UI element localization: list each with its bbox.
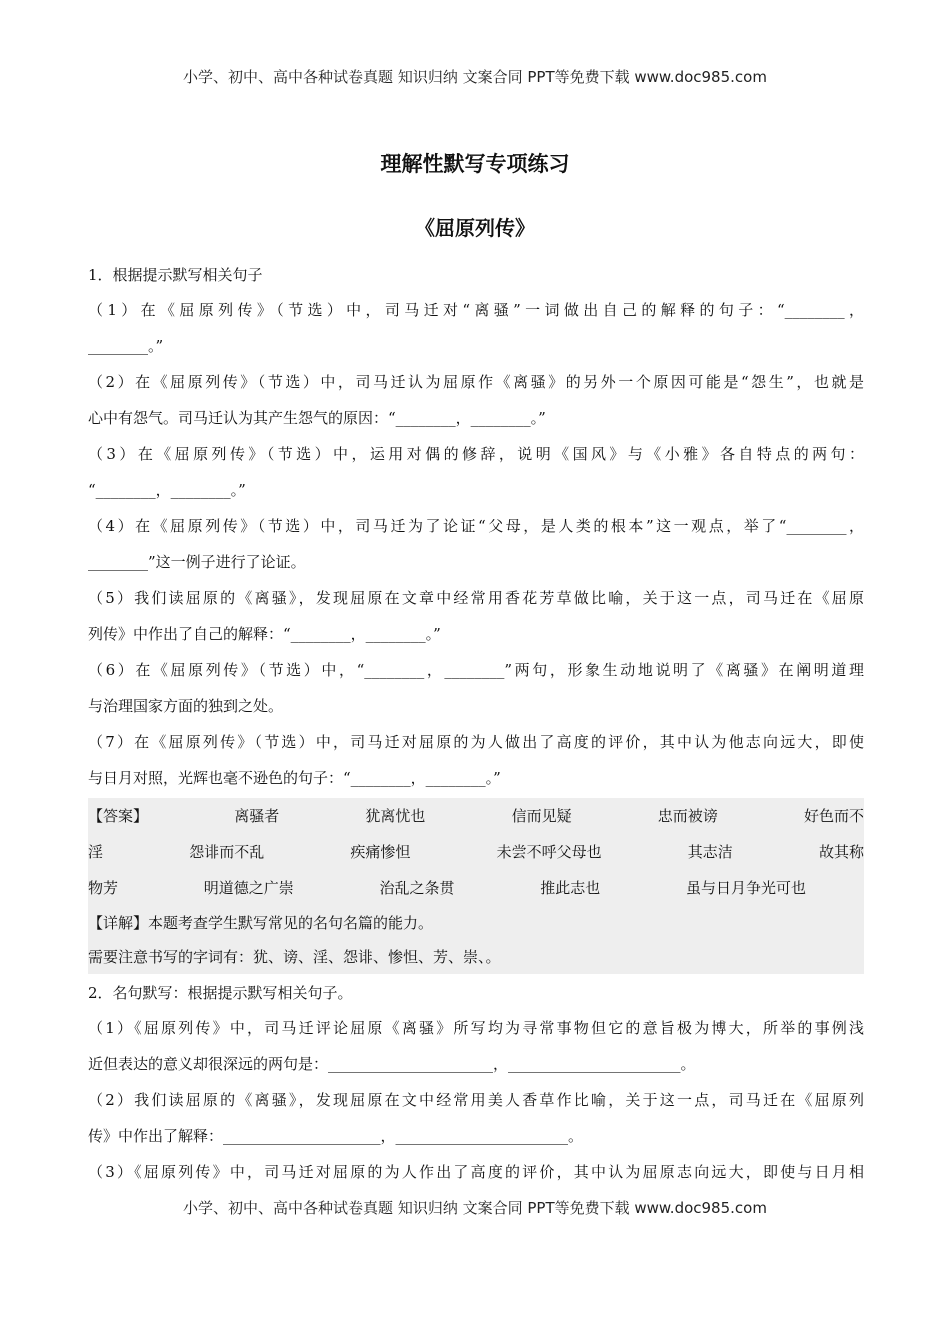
q2-item-1-line-2: 近但表达的意义却很深远的两句是：______________________，_______________________。 <box>88 1055 696 1073</box>
page-subtitle: 《屈原列传》 <box>415 216 535 240</box>
answer-row-3 <box>88 870 864 906</box>
q1-item-5-line-1: （5）我们读屈原的《离骚》，发现屈原在文章中经常用香花芳草做比喻，关于这一点，司马迁在《屈原 <box>88 589 864 607</box>
q2-item-1-line-1: （1）《屈原列传》中，司马迁评论屈原《离骚》所写均为寻常事物但它的意旨极为博大，所举的事例浅 <box>88 1019 864 1037</box>
q2-item-3-line-1: （3）《屈原列传》中，司马迁对屈原的为人作出了高度的评价，其中认为屈原志向远大，即使与日月相 <box>88 1163 864 1181</box>
document-body <box>88 258 864 1190</box>
answer-label: 【答案】 <box>88 807 149 825</box>
answer-item: 忠而被谤 <box>657 807 718 825</box>
q1-item-2-line-1: （2）在《屈原列传》（节选）中，司马迁认为屈原作《离骚》的另外一个原因可能是“怨生”，也就是 <box>88 373 864 391</box>
q1-item-4-line-2: ________”这一例子进行了论证。 <box>88 553 306 571</box>
q1-item-7-line-1: （7）在《屈原列传》（节选）中，司马迁对屈原的为人做出了高度的评价，其中认为他志向远大，即使 <box>88 733 864 751</box>
q1-item-5-line-2: 列传》中作出了自己的解释：“________，________。” <box>88 625 441 643</box>
answer-row-2 <box>88 834 864 870</box>
q1-item-4-line-1: （4）在《屈原列传》（节选）中，司马迁为了论证“父母，是人类的根本”这一观点，举了“________， <box>88 517 864 535</box>
page-title: 理解性默写专项练习 <box>380 152 570 176</box>
answer-box <box>88 798 864 974</box>
answer-item: 未尝不呼父母也 <box>496 843 602 861</box>
answer-row-1 <box>88 798 864 834</box>
answer-item: 淫 <box>88 843 104 861</box>
answer-item: 虽与日月争光可也 <box>685 879 806 897</box>
answer-item: 故其称 <box>818 843 864 861</box>
answer-item: 物芳 <box>88 879 119 897</box>
q1-item-7-line-2: 与日月对照，光辉也毫不逊色的句子：“________，________。” <box>88 769 501 787</box>
detail-label: 【详解】 <box>88 914 149 932</box>
q2-item-2-line-2: 传》中作出了解释：_____________________，_______________________。 <box>88 1127 584 1145</box>
q2-item-2-line-1: （2）我们读屈原的《离骚》，发现屈原在文中经常用美人香草作比喻，关于这一点，司马迁在《屈原列 <box>88 1091 864 1109</box>
q1-item-6-line-2: 与治理国家方面的独到之处。 <box>88 697 284 715</box>
answer-item: 好色而不 <box>803 807 864 825</box>
q1-item-3-line-2: “________，________。” <box>88 481 246 499</box>
question-2-heading: 2．名句默写：根据提示默写相关句子。 <box>88 984 353 1002</box>
answer-item: 怨诽而不乱 <box>189 843 265 861</box>
answer-detail <box>88 906 864 940</box>
answer-item: 其志洁 <box>687 843 733 861</box>
answer-item: 推此志也 <box>540 879 601 897</box>
q1-item-1-line-2: ________。” <box>88 337 164 355</box>
q1-item-3-line-1: （3）在《屈原列传》（节选）中，运用对偶的修辞，说明《国风》与《小雅》各自特点的两句： <box>88 445 864 463</box>
q1-item-6-line-1: （6）在《屈原列传》（节选）中，“________，________”两句，形象生动地说明了《离骚》在阐明道理 <box>88 661 864 679</box>
page-footer: 小学、初中、高中各种试卷真题 知识归纳 文案合同 PPT等免费下载 www.doc985.com <box>183 1199 767 1217</box>
answer-item: 治乱之条贯 <box>379 879 455 897</box>
page-header: 小学、初中、高中各种试卷真题 知识归纳 文案合同 PPT等免费下载 www.doc985.com <box>183 68 767 86</box>
answer-item: 离骚者 <box>234 807 280 825</box>
question-1-heading: 1．根据提示默写相关句子 <box>88 266 263 284</box>
detail-text: 本题考查学生默写常见的名句名篇的能力。 <box>148 914 434 932</box>
answer-item: 信而见疑 <box>511 807 572 825</box>
answer-item: 疾痛惨怛 <box>350 843 411 861</box>
answer-item: 明道德之广崇 <box>203 879 294 897</box>
answer-item: 犹离忧也 <box>365 807 426 825</box>
q1-item-1-line-1: （1）在《屈原列传》（节选）中，司马迁对“离骚”一词做出自己的解释的句子：“________， <box>88 301 864 319</box>
q1-item-2-line-2: 心中有怨气。司马迁认为其产生怨气的原因：“________，________。” <box>88 409 546 427</box>
answer-note: 需要注意书写的字词有：犹、谤、淫、怨诽、惨怛、芳、崇、。 <box>88 948 501 966</box>
